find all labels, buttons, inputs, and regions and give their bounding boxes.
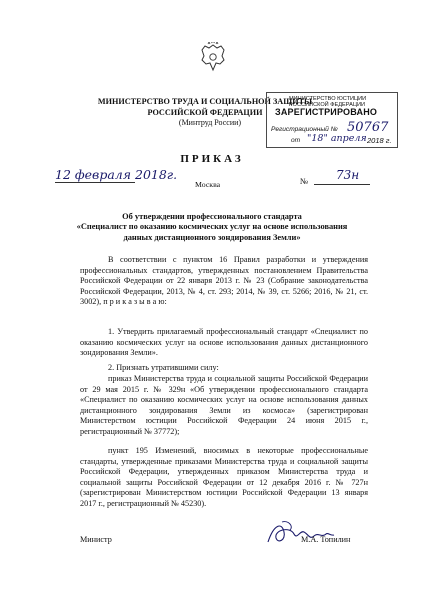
stamp-number-label: Регистрационный №	[271, 126, 338, 133]
signer-name: М.А. Топилин	[301, 535, 351, 544]
stamp-organization: МИНИСТЕРСТВО ЮСТИЦИИ РОССИЙСКОЙ ФЕДЕРАЦИИ	[289, 96, 367, 108]
order-number-label: №	[300, 176, 309, 186]
stamp-date-label: от	[291, 137, 301, 144]
heading-line2: «Специалист по оказанию космических услуг на основе использования	[76, 222, 348, 232]
stamp-date-value: "18" апреля	[307, 133, 367, 144]
ministry-short-name: (Минтруд России)	[178, 118, 242, 127]
order-number-handwritten: 73н	[336, 168, 360, 182]
coat-of-arms-emblem	[198, 42, 228, 74]
order-number-underline	[314, 184, 370, 185]
handwritten-signature	[264, 518, 336, 550]
registration-stamp	[266, 92, 398, 148]
stamp-status: ЗАРЕГИСТРИРОВАНО	[275, 107, 378, 117]
order-date-underline	[55, 182, 135, 183]
body-item-2: 2. Признать утратившими силу:	[108, 363, 219, 372]
ministry-name-line1: МИНИСТЕРСТВО ТРУДА И СОЦИАЛЬНОЙ ЗАЩИТЫ	[97, 97, 313, 106]
signer-title: Министр	[80, 535, 112, 544]
body-item-2a: приказ Министерства труда и социальной защиты Российской Федерации от 29 мая 2015 г. № 329н «Об утверждении профессионального стандарта «Специалист по оказанию космических услуг на основе использования данных дистанционного зондирования Земли из космоса» (зарегистрирован Министерством юстиции Российской Федерации 24 июня 2015 г., регистрационный № 37772);	[80, 374, 368, 436]
document-heading	[60, 212, 364, 243]
heading-line1: Об утверждении профессионального стандарта	[122, 212, 302, 221]
order-city: Москва	[195, 180, 221, 189]
body-item-1: 1. Утвердить прилагаемый профессиональный стандарт «Специалист по оказанию космических услуг на основе использования данных дистанционного зондирования Земли».	[80, 327, 368, 357]
ministry-name-line2: РОССИЙСКОЙ ФЕДЕРАЦИИ	[147, 107, 263, 117]
heading-line3: данных дистанционного зондирования Земли»	[123, 232, 301, 242]
stamp-year-value: 2018 г.	[367, 136, 392, 145]
body-intro-paragraph: В соответствии с пунктом 16 Правил разработки и утверждения профессиональных стандартов, утвержденных постановлением Правительства Российской Федерации от 22 января 2013 г. № 23 (Собрание законодательства Российской Федерации, 2013, № 4, ст. 293; 2014, № 39, ст. 5266; 2016, № 21, ст. 3002), п р и к а з ы в а ю:	[80, 255, 368, 306]
body-item-2b: пункт 195 Изменений, вносимых в некоторые профессиональные стандарты, утвержденные приказами Министерства труда и социальной защиты Российской Федерации, утвержденных приказом Министерства труда и социальной защиты Российской Федерации от 12 декабря 2016 г. № 727н (зарегистрирован Министерством юстиции Российской Федерации 13 января 2017 г., регистрационный № 45230).	[80, 446, 368, 508]
order-title: ПРИКАЗ	[180, 153, 244, 165]
order-date-handwritten: 12 февраля 2018г.	[55, 167, 178, 182]
stamp-number-value: 50767	[347, 120, 389, 135]
